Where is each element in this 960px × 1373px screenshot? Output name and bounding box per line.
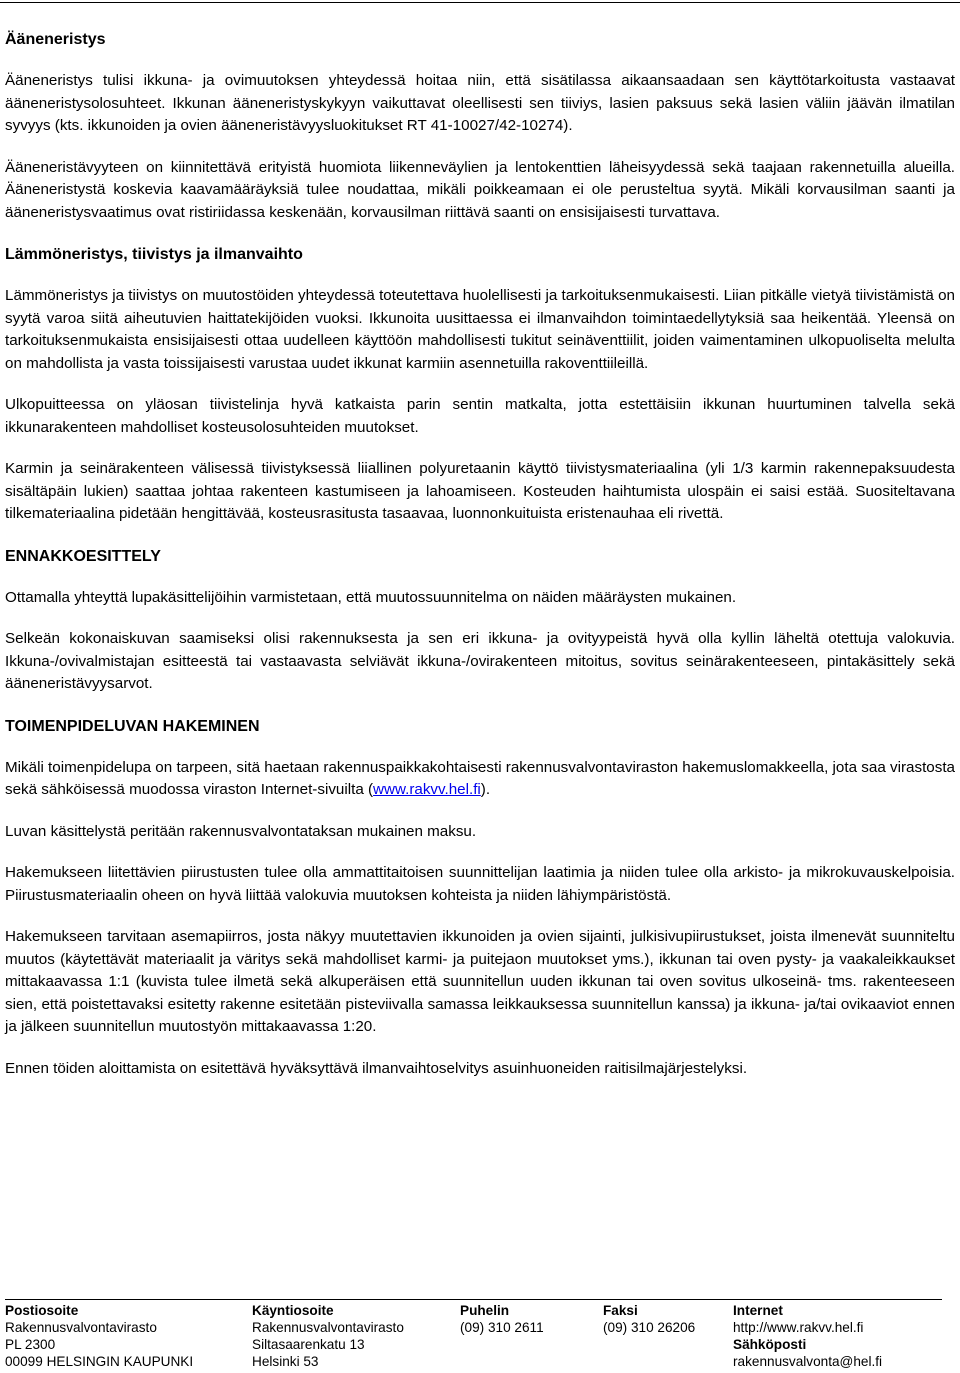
heading-aaneneristys: Ääneneristys: [5, 31, 106, 48]
paragraph: Ennen töiden aloittamista on esitettävä hyväksyttävä ilmanvaihtoselvitys asuinhuoneiden raitisilmajärjestelyksi.: [5, 1059, 748, 1077]
heading-ennakkoesittely: ENNAKKOESITTELY: [5, 547, 161, 565]
footer-heading: Puhelin: [460, 1303, 510, 1318]
footer-line: 00099 HELSINGIN KAUPUNKI: [5, 1354, 194, 1369]
footer-line: PL 2300: [5, 1337, 56, 1352]
footer-heading: Postiosoite: [5, 1303, 79, 1318]
paragraph: Hakemukseen tarvitaan asemapiirros, josta näkyy muutettavien ikkunoiden ja ovien sijainti, julkisivupiirustukset, joista ilmenevät suunniteltu muutos (käytettävät materiaalit ja väritys sekä mahdolliset karmi- ja puitejaon muutokset yms.), ikkunan tai oven pysty- ja vaakaleikkaukset mittakaavassa 1:1 (kuvista tulee ilmetä sekä alkuperäisen että suunnitellun uuden ikkunan tai oven sovitus ulkoseinä- tms. rakenteeseen sien, että poistettavaksi esitetty rakenne esitetään pisteviivalla samassa leikkauksessa suunnitellun kanssa) ja ikkuna- ja/tai ovikaaviot ennen ja jälkeen suunnitellun muutostyön mittakaavassa 1:20.: [5, 928, 955, 1035]
footer-heading: Faksi: [603, 1303, 638, 1318]
paragraph: Ulkopuitteessa on yläosan tiivistelinja hyvä katkaista parin sentin matkalta, jotta estettäisiin ikkunan huurtuminen talvella sekä ikkunarakenteen mahdolliset kosteusolosuhteiden muutokset.: [5, 396, 955, 436]
paragraph-text: Mikäli toimenpidelupa on tarpeen, sitä haetaan rakennuspaikkakohtaisesti rakennusvalvontaviraston hakemuslomakkeella, jota saa virastosta sekä sähköisessä muodossa viraston Internet-sivuilta (: [5, 758, 955, 798]
footer-phone: [460, 1302, 544, 1336]
document-body: [5, 27, 955, 1080]
heading-lammoneristys: Lämmöneristys, tiivistys ja ilmanvaihto: [5, 246, 303, 263]
top-rule: [0, 2, 960, 3]
footer-heading: Käyntiosoite: [252, 1303, 334, 1318]
footer-heading: Internet: [733, 1303, 783, 1318]
footer-rule: [5, 1299, 942, 1300]
footer-line: Helsinki 53: [252, 1354, 319, 1369]
footer-visiting-address: [252, 1302, 404, 1370]
website-link[interactable]: www.rakvv.hel.fi: [373, 781, 481, 798]
footer-internet: [733, 1302, 882, 1370]
footer-line: rakennusvalvonta@hel.fi: [733, 1354, 883, 1369]
footer-line: Rakennusvalvontavirasto: [252, 1320, 404, 1335]
footer-line: (09) 310 26206: [603, 1320, 696, 1335]
paragraph: [5, 757, 955, 802]
paragraph-text: ).: [480, 781, 491, 798]
footer-line: Rakennusvalvontavirasto: [5, 1320, 157, 1335]
paragraph: Karmin ja seinärakenteen välisessä tiivistyksessä liiallinen polyuretaanin käyttö tiivistysmateriaalina (yli 1/3 karmin rakennepaksuudesta sisältäpäin lukien) saattaa johtaa rakenteen kastumiseen ja lahoamiseen. Kosteuden haihtumista ulospäin ei saisi estää. Suositeltavana tilkemateriaalina pidetään hengittävää, kosteusrasitusta tasaavaa, luonnonkuituista eristenauhaa eli rivettä.: [5, 460, 955, 522]
paragraph: Ääneneristys tulisi ikkuna- ja ovimuutoksen yhteydessä hoitaa niin, että sisätilassa aikaansaadaan sen käyttötarkoitusta vastaavat ääneneristysolosuhteet. Ikkunan ääneneristyskykyyn vaikuttavat oleellisesti sen tiiviys, lasien paksuus sekä lasien väliin jäävän ilmatilan syvyys (kts. ikkunoiden ja ovien ääneneristävyysluokitukset RT 41-10027/42-10274).: [5, 72, 955, 134]
footer-fax: [603, 1302, 695, 1336]
footer-line: Siltasaarenkatu 13: [252, 1337, 365, 1352]
footer-line: http://www.rakvv.hel.fi: [733, 1320, 864, 1335]
footer-line: (09) 310 2611: [460, 1320, 544, 1335]
paragraph: Hakemukseen liitettävien piirustusten tulee olla ammattitaitoisen suunnittelijan laatimia ja niiden tulee olla arkisto- ja mikrokuvauskelpoisia. Piirustusmateriaalin oheen on hyvä liittää valokuvia muutoksen kohteista ja niiden lähiympäristöstä.: [5, 864, 955, 904]
footer-heading: Sähköposti: [733, 1337, 807, 1352]
heading-toimenpideluvan-hakeminen: TOIMENPIDELUVAN HAKEMINEN: [5, 717, 260, 735]
footer-postal-address: [5, 1302, 193, 1370]
paragraph: Ottamalla yhteyttä lupakäsittelijöihin varmistetaan, että muutossuunnitelma on näiden määräysten mukainen.: [5, 588, 737, 606]
paragraph: Selkeän kokonaiskuvan saamiseksi olisi rakennuksesta ja sen eri ikkuna- ja ovityypeistä hyvä olla kyllin läheltä otettuja valokuvia. Ikkuna-/ovivalmistajan esitteestä tai vastaavasta selviävät ikkuna-/ovirakenteen mitoitus, sovitus seinärakenteeseen, pintakäsittely sekä ääneneristävyysarvot.: [5, 630, 955, 692]
paragraph: Lämmöneristys ja tiivistys on muutostöiden yhteydessä toteutettava huolellisesti ja tarkoituksenmukaisesti. Liian pitkälle vietyä tiivistämistä on syytä varoa siitä aiheutuvien haittatekijöiden vuoksi. Ikkunoita uusittaessa ei ilmanvaihdon toimintaedellytyksiä saa heikentää. Yleensä on tarkoituksenmukaista ensisijaisesti ottaa uudelleen käyttöön mahdollisesti tukitut seinäventtiilit, joiden vaimentaminen ulkopuoliselta melulta on mahdollista ja vasta toissijaisesti varustaa uudet ikkunat karmiin asennetuilla rakoventtiileillä.: [5, 287, 955, 372]
paragraph: Luvan käsittelystä peritään rakennusvalvontataksan mukainen maksu.: [5, 822, 477, 840]
paragraph: Ääneneristävyyteen on kiinnitettävä erityistä huomiota liikenneväylien ja lentokenttien läheisyydessä sekä taajaan rakennetuilla alueilla. Ääneneristystä koskevia kaavamääräyksiä tulee noudattaa, mikäli poikkeamaan ei ole perusteltua syytä. Mikäli korvausilman saanti ja ääneneristysvaatimus ovat ristiriidassa keskenään, korvausilman riittävä saanti on ensisijaisesti turvattava.: [5, 158, 955, 221]
